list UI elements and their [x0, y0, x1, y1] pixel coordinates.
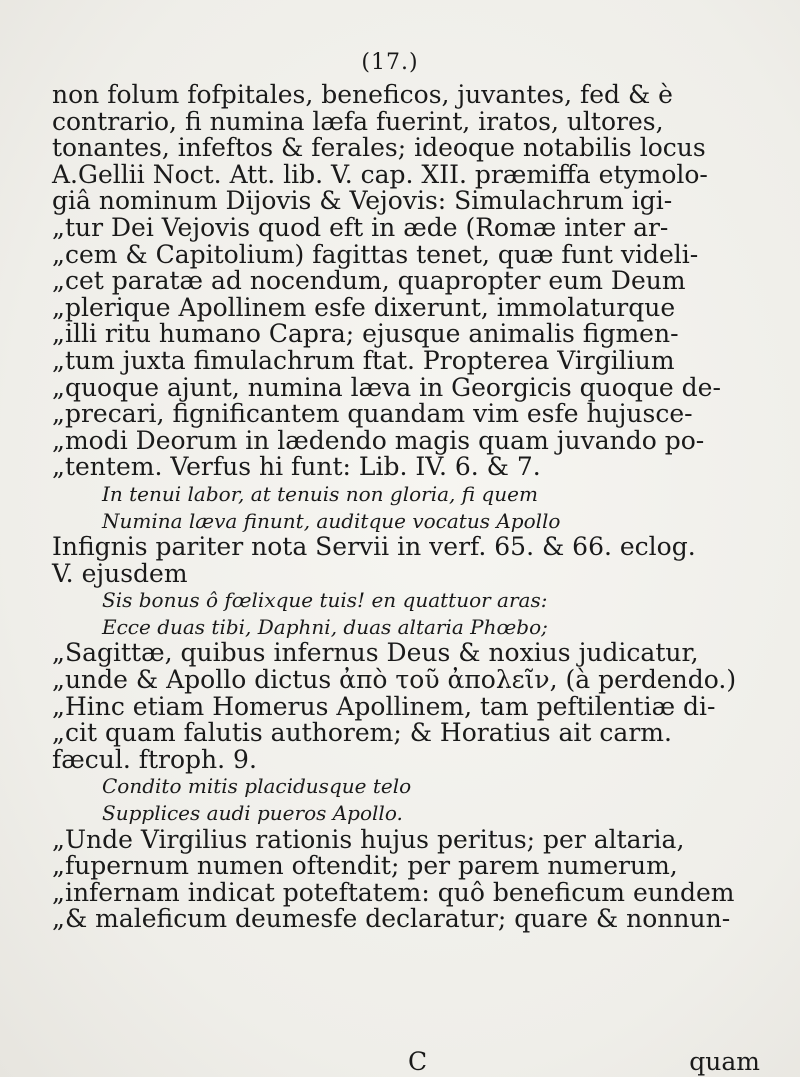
text-line: „fupernum numen oftendit; per parem numerum,	[52, 851, 678, 881]
text-line: V. ejusdem	[52, 558, 188, 588]
page-number: (17.)	[361, 50, 419, 75]
text-line: „tur Dei Vejovis quod eft in æde (Romæ inter ar-	[52, 212, 669, 242]
text-line: tonantes, infeftos & ferales; ideoque notabilis locus	[52, 133, 706, 163]
text-line: „tentem. Verfus hi funt: Lib. IV. 6. & 7.	[52, 452, 541, 482]
text-line: „& maleficum deumesfe declaratur; quare & nonnun-	[52, 904, 731, 934]
text-line: fæcul. ftroph. 9.	[52, 744, 257, 774]
text-line: „Hinc etiam Homerus Apollinem, tam peftilentiæ di-	[52, 691, 716, 721]
text-line: „unde & Apollo dictus ἀπὸ τοῦ ἀπολεῖν, (à perdendo.)	[52, 665, 737, 695]
verse-line: In tenui labor, at tenuis non gloria, fi quem	[102, 481, 538, 506]
text-line: „plerique Apollinem esfe dixerunt, immolaturque	[52, 292, 676, 322]
signature-mark: C	[408, 1047, 428, 1076]
text-line: non folum fofpitales, beneficos, juvantes, fed & è	[52, 80, 673, 109]
text-line: „cit quam falutis authorem; & Horatius ait carm.	[52, 718, 672, 748]
text-line: „cem & Capitolium) fagittas tenet, quæ funt videli-	[52, 239, 699, 269]
text-line: A.Gellii Noct. Att. lib. V. cap. XII. præmiffa etymolo-	[52, 159, 708, 189]
text-line: giâ nominum Dijovis & Vejovis: Simulachrum igi-	[52, 186, 673, 216]
text-line: „quoque ajunt, numina læva in Georgicis quoque de-	[52, 372, 721, 402]
verse-line: Supplices audi pueros Apollo.	[102, 801, 403, 826]
text-line: „modi Deorum in lædendo magis quam juvando po-	[52, 425, 705, 455]
verse-line: Ecce duas tibi, Daphni, duas altaria Phœbo;	[102, 614, 548, 639]
verse-line: Sis bonus ô fœlixque tuis! en quattuor aras:	[102, 588, 548, 613]
text-line: contrario, fi numina læfa fuerint, iratos, ultores,	[52, 106, 664, 136]
verse-line: Numina læva finunt, auditque vocatus Apollo	[102, 508, 561, 533]
text-line: „precari, fignificantem quandam vim esfe hujusce-	[52, 399, 693, 429]
text-line: „Sagittæ, quibus infernus Deus & noxius judicatur,	[52, 638, 699, 668]
text-line: „cet paratæ ad nocendum, quapropter eum Deum	[52, 266, 686, 296]
text-line: „Unde Virgilius rationis hujus peritus; per altaria,	[52, 824, 685, 854]
text-line: Infignis pariter nota Servii in verf. 65. & 66. eclog.	[52, 532, 696, 562]
text-line: „infernam indicat poteftatem: quô beneficum eundem	[52, 877, 735, 907]
text-line: „illi ritu humano Capra; ejusque animalis figmen-	[52, 319, 679, 349]
catchword: quam	[689, 1047, 760, 1076]
body-text	[52, 82, 772, 933]
text-line: „tum juxta fimulachrum ftat. Propterea Virgilium	[52, 345, 675, 375]
verse-line: Condito mitis placidusque telo	[102, 774, 412, 799]
page-footer	[52, 1049, 772, 1075]
